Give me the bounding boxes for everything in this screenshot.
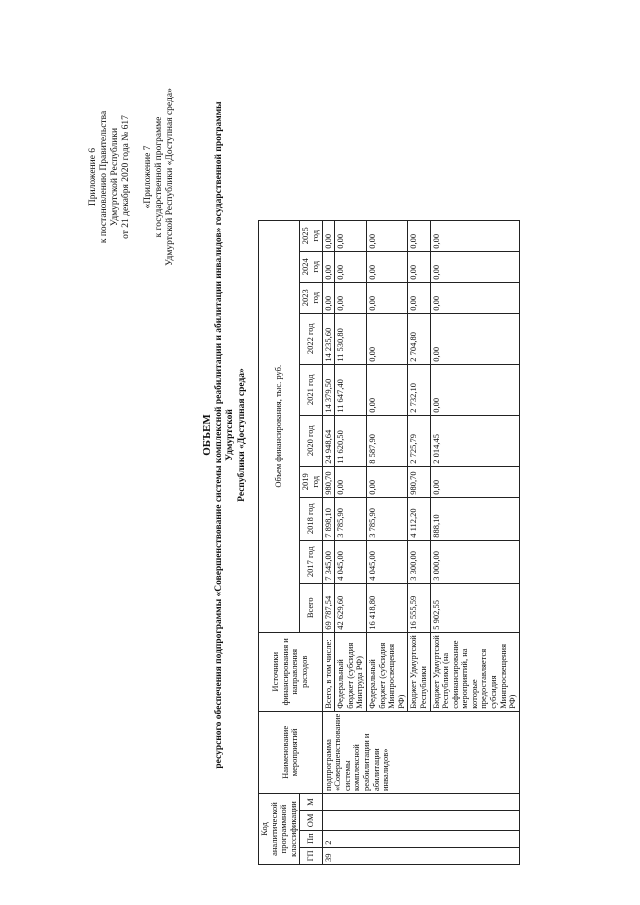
cell-value: 0,00 (430, 220, 519, 251)
cell-value: 0,00 (335, 220, 367, 251)
cell-value: 42 629,60 (335, 583, 367, 632)
appendix-line: Удмуртской Республики «Доступная среда» (165, 88, 175, 266)
cell-value: 0,00 (322, 220, 335, 251)
cell-value: 8 587,90 (366, 415, 407, 466)
cell-program-name: подпрограмма «Совершенствование системы комплексной реабилитации и абилитации инвалидов» (322, 711, 519, 793)
table-header-row (259, 220, 300, 864)
header-year: 2022 год (300, 313, 322, 364)
cell-code-pp: 2 (322, 830, 519, 847)
appendix-spacer (132, 77, 143, 277)
table-row (322, 220, 335, 864)
header-volume: Объем финансирования, тыс. руб. (259, 220, 300, 632)
cell-value: 0,00 (366, 220, 407, 251)
cell-value: 11 530,80 (335, 313, 367, 364)
cell-value: 0,00 (366, 313, 407, 364)
cell-source: Бюджет Удмуртской Республики (408, 632, 430, 711)
cell-value: 0,00 (408, 251, 430, 282)
header-year: 2017 год (300, 540, 322, 583)
cell-value: 24 948,64 (322, 415, 335, 466)
cell-code-gp: 39 (322, 847, 519, 864)
appendix-line: к государственной программе (154, 116, 164, 238)
cell-value: 16 555,59 (408, 583, 430, 632)
cell-source: Бюджет Удмуртской Республики (на софинансирование мероприятий, на которые предоставляется субсидия Минпросвещения РФ) (430, 632, 519, 711)
document-title (202, 95, 248, 775)
funding-table (258, 220, 520, 865)
cell-value: 0,00 (335, 282, 367, 313)
cell-value: 0,00 (366, 364, 407, 415)
cell-value: 5 902,55 (430, 583, 519, 632)
title-line-2: Республики «Доступная среда» (236, 368, 247, 502)
header-year: 2021 год (300, 364, 322, 415)
cell-source: Всего, в том числе: (322, 632, 335, 711)
header-code-m: М (300, 794, 322, 811)
header-code: Код аналитической программной классификации (259, 794, 300, 865)
appendix-line: к постановлению Правительства (99, 110, 109, 244)
cell-value: 14 235,60 (322, 313, 335, 364)
cell-value: 14 379,50 (322, 364, 335, 415)
cell-value: 0,00 (335, 251, 367, 282)
appendix-line: «Приложение 7 (143, 145, 153, 209)
cell-value: 888,10 (430, 497, 519, 540)
cell-value: 4 045,00 (366, 540, 407, 583)
cell-code-m (322, 794, 519, 811)
cell-value: 0,00 (335, 466, 367, 497)
cell-value: 0,00 (430, 364, 519, 415)
cell-value: 2 014,45 (430, 415, 519, 466)
cell-value: 0,00 (408, 282, 430, 313)
header-name: Наименование мероприятий (259, 711, 323, 793)
title-heading: ОБЪЕМ (201, 414, 213, 456)
cell-value: 2 732,10 (408, 364, 430, 415)
cell-value: 16 418,80 (366, 583, 407, 632)
cell-value: 3 785,90 (366, 497, 407, 540)
cell-value: 11 647,40 (335, 364, 367, 415)
cell-value: 2 704,80 (408, 313, 430, 364)
cell-value: 3 000,00 (430, 540, 519, 583)
header-year: Всего (300, 583, 322, 632)
funding-table-wrapper (258, 220, 520, 865)
header-year: 2019 год (300, 466, 322, 497)
cell-value: 69 787,54 (322, 583, 335, 632)
cell-value: 3 785,90 (335, 497, 367, 540)
cell-code-om (322, 811, 519, 830)
cell-value: 0,00 (366, 282, 407, 313)
cell-value: 0,00 (366, 466, 407, 497)
appendix-line: Приложение 6 (88, 147, 98, 207)
appendix-line: от 21 декабря 2020 года № 617 (121, 115, 131, 239)
header-year: 2023 год (300, 282, 322, 313)
header-year: 2025 год (300, 220, 322, 251)
cell-value: 3 300,00 (408, 540, 430, 583)
cell-value: 0,00 (322, 282, 335, 313)
header-code-pp: Пп (300, 830, 322, 847)
header-year: 2024 год (300, 251, 322, 282)
cell-value: 980,70 (408, 466, 430, 497)
appendix-note (88, 77, 176, 277)
cell-source: Федеральный бюджет (субсидия Минтруда РФ) (335, 632, 367, 711)
cell-value: 4 045,00 (335, 540, 367, 583)
cell-value: 0,00 (408, 220, 430, 251)
header-code-om: ОМ (300, 811, 322, 830)
cell-value: 0,00 (430, 466, 519, 497)
header-source: Источники финансирования и направления расходов (259, 632, 323, 711)
cell-value: 0,00 (430, 282, 519, 313)
cell-value: 11 620,50 (335, 415, 367, 466)
cell-value: 7 898,10 (322, 497, 335, 540)
cell-value: 0,00 (430, 251, 519, 282)
cell-value: 4 112,20 (408, 497, 430, 540)
cell-value: 980,70 (322, 466, 335, 497)
header-year: 2018 год (300, 497, 322, 540)
title-line-1: ресурсного обеспечения подпрограммы «Совершенствование системы комплексной реабилитации и абилитации инвалидов» государственной программы Удмуртской (213, 101, 235, 769)
cell-value: 2 725,79 (408, 415, 430, 466)
header-code-gp: ГП (300, 847, 322, 864)
appendix-line: Удмуртской Республики (110, 127, 120, 227)
header-year: 2020 год (300, 415, 322, 466)
cell-value: 0,00 (366, 251, 407, 282)
cell-value: 7 345,00 (322, 540, 335, 583)
cell-value: 0,00 (322, 251, 335, 282)
cell-source: Федеральный бюджет (субсидия Минпросвещения РФ) (366, 632, 407, 711)
cell-value: 0,00 (430, 313, 519, 364)
